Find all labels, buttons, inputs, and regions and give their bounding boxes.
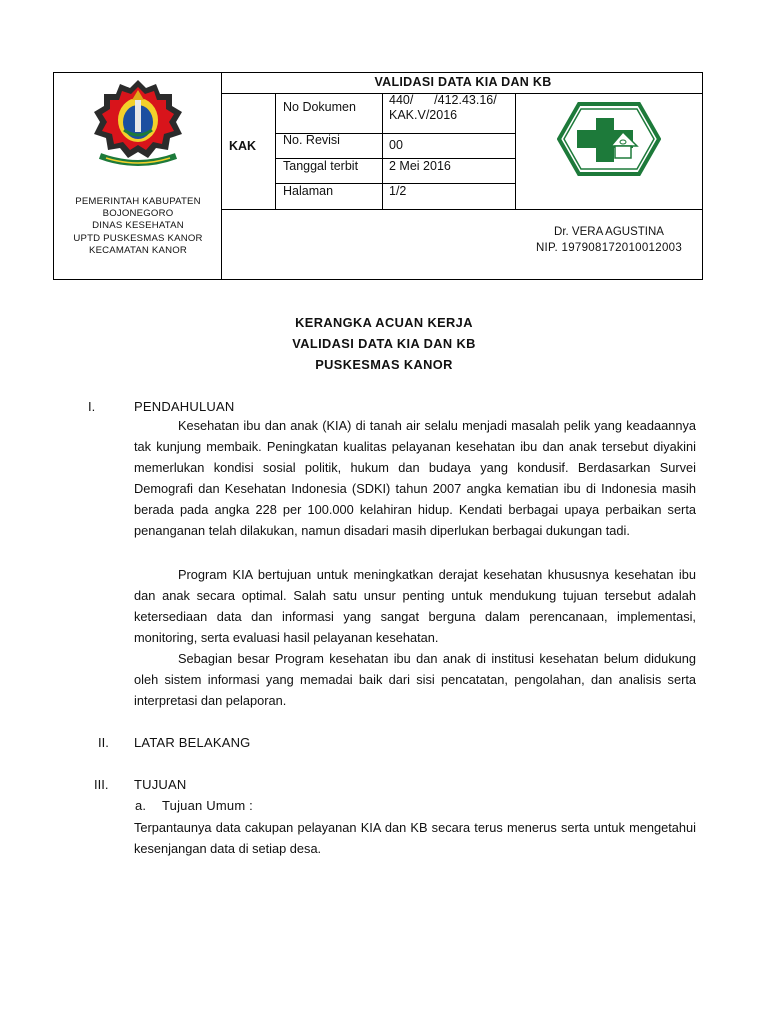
row-value-no-revisi: 00 xyxy=(389,138,403,152)
section-number: III. xyxy=(94,777,109,792)
paragraph-text: Kesehatan ibu dan anak (KIA) di tanah air selalu menjadi masalah pelik yang keadaannya tak kunjung membaik. Peningkatan kualitas pelayanan kesehatan ibu dan anak tersebut diyakini memerlukan kondisi sosial politik, hukum dan budaya yang kondusif. Berdasarkan Survei Demografi dan Kesehatan Indonesia (SDKI) tahun 2007 angka kematian ibu di Indonesia masih berada pada angka 228 per 100.000 kelahiran hidup. Kendati berbagai upaya perbaikan serta penanganan telah dilakukan, namun disadari masih diperlukan berbagai dukungan tadi. xyxy=(134,418,696,538)
subsection-label: a. xyxy=(135,798,147,813)
signer-nip: NIP. 197908172010012003 xyxy=(535,242,683,254)
paragraph xyxy=(134,817,696,859)
paragraph xyxy=(134,648,696,711)
doc-type-label: KAK xyxy=(229,139,257,153)
section-title: LATAR BELAKANG xyxy=(134,735,251,750)
signer-name: Dr. VERA AGUSTINA xyxy=(554,226,664,238)
puskesmas-logo xyxy=(557,102,661,176)
section-number: II. xyxy=(98,735,109,750)
row-value-no-dokumen-2: KAK.V/2016 xyxy=(389,108,458,122)
org-line: BOJONEGORO xyxy=(102,208,174,220)
header-doc-title: VALIDASI DATA KIA DAN KB xyxy=(374,75,552,89)
paragraph xyxy=(134,564,696,648)
doc-title-line-3: PUSKESMAS KANOR xyxy=(315,357,453,372)
paragraph-text: Sebagian besar Program kesehatan ibu dan anak di institusi kesehatan belum didukung oleh sistem informasi yang memadai baik dari sisi pencatatan, pengolahan, dan analisis serta interpretasi dan pelaporan. xyxy=(134,651,696,708)
paragraph xyxy=(134,415,696,541)
doc-title-line-2: VALIDASI DATA KIA DAN KB xyxy=(292,336,476,351)
row-label-tanggal-terbit: Tanggal terbit xyxy=(283,159,359,173)
org-line: PEMERINTAH KABUPATEN xyxy=(75,196,201,207)
row-label-halaman: Halaman xyxy=(283,184,334,198)
signer-block xyxy=(517,224,701,256)
regency-logo xyxy=(80,78,196,170)
organization-name xyxy=(56,196,220,257)
row-label-no-dokumen: No Dokumen xyxy=(283,100,356,114)
paragraph-text: Program KIA bertujuan untuk meningkatkan derajat kesehatan khususnya kesehatan ibu dan anak secara optimal. Salah satu unsur penting untuk mendukung tujuan tersebut adalah ketersediaan data dan informasi yang sangat berguna dalam perencanaan, implementasi, monitoring, serta evaluasi hasil pelayanan kesehatan. xyxy=(134,567,696,645)
doc-title-line-1: KERANGKA ACUAN KERJA xyxy=(295,315,473,330)
section-title: PENDAHULUAN xyxy=(134,399,235,414)
section-title: TUJUAN xyxy=(134,777,187,792)
org-line: DINAS KESEHATAN xyxy=(92,220,184,232)
org-line: KECAMATAN KANOR xyxy=(88,244,188,256)
row-value-no-dokumen: 440/ /412.43.16/ xyxy=(389,93,497,107)
row-value-halaman: 1/2 xyxy=(389,184,407,198)
org-line: UPTD PUSKESMAS KANOR xyxy=(73,232,203,244)
row-label-no-revisi: No. Revisi xyxy=(283,133,340,147)
row-value-tanggal-terbit: 2 Mei 2016 xyxy=(389,159,451,173)
section-number: I. xyxy=(88,399,96,414)
subsection-title: Tujuan Umum : xyxy=(162,798,253,813)
paragraph-text: Terpantaunya data cakupan pelayanan KIA dan KB secara terus menerus serta untuk mengetahui kesenjangan data di setiap desa. xyxy=(134,820,696,856)
